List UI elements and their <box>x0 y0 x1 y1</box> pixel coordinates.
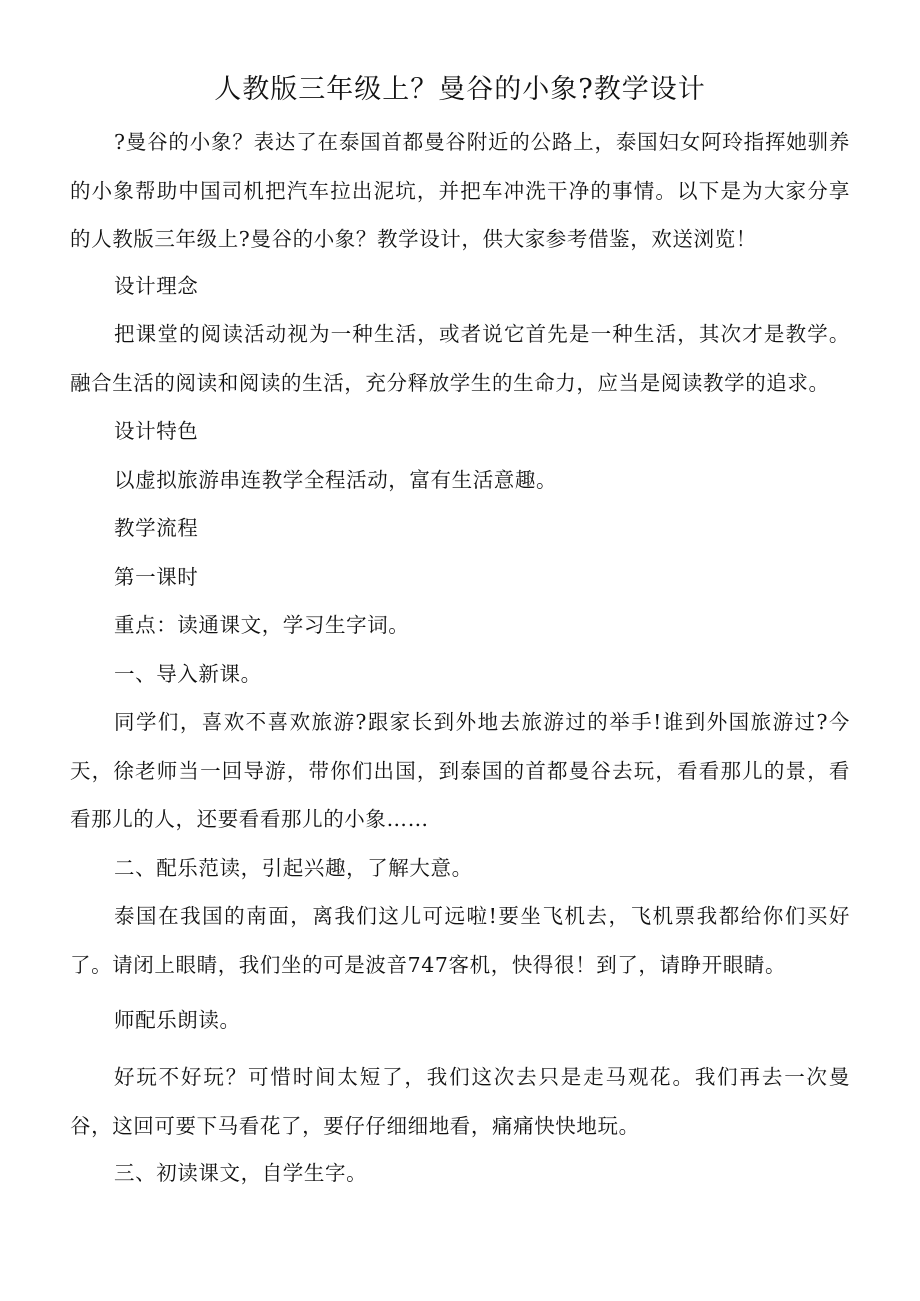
step-one-heading: 一、导入新课。 <box>114 662 262 686</box>
teacher-reads-text: 师配乐朗读。 <box>114 1008 241 1032</box>
concept-paragraph: 把课堂的阅读活动视为一种生活，或者说它首先是一种生活，其次才是教学。融合生活的阅读和阅读的生活，充分释放学生的生命力，应当是阅读教学的追求。 <box>70 322 850 395</box>
heading-teaching-process: 教学流程 <box>114 516 199 540</box>
document-title: 人教版三年级上？曼谷的小象?教学设计 <box>214 74 706 105</box>
step-two-paragraph: 泰国在我国的南面，离我们这儿可远啦!要坐飞机去，飞机票我都给你们买好了。请闭上眼睛，我们坐的可是波音747客机，快得很！到了，请睁开眼睛。 <box>70 904 850 977</box>
heading-design-feature: 设计特色 <box>114 419 199 443</box>
intro-paragraph: ?曼谷的小象？表达了在泰国首都曼谷附近的公路上，泰国妇女阿玲指挥她驯养的小象帮助中国司机把汽车拉出泥坑，并把车冲洗干净的事情。以下是为大家分享的人教版三年级上?曼谷的小象？教学设计，供大家参考借鉴，欢送浏览！ <box>70 130 850 251</box>
step-one-paragraph: 同学们，喜欢不喜欢旅游?跟家长到外地去旅游过的举手!谁到外国旅游过?今天，徐老师当一回导游，带你们出国，到泰国的首都曼谷去玩，看看那儿的景，看看那儿的人，还要看看那儿的小象…… <box>70 710 850 831</box>
heading-design-concept: 设计理念 <box>114 274 199 298</box>
step-three-heading: 三、初读课文，自学生字。 <box>114 1161 368 1185</box>
feature-paragraph: 以虚拟旅游串连教学全程活动，富有生活意趣。 <box>114 468 558 492</box>
fun-paragraph: 好玩不好玩？可惜时间太短了，我们这次去只是走马观花。我们再去一次曼谷，这回可要下马看花了，要仔仔细细地看，痛痛快快地玩。 <box>70 1065 850 1138</box>
lesson-one-heading: 第一课时 <box>114 565 199 589</box>
key-point-text: 重点：读通课文，学习生字词。 <box>114 613 410 637</box>
step-two-heading: 二、配乐范读，引起兴趣，了解大意。 <box>114 856 473 880</box>
